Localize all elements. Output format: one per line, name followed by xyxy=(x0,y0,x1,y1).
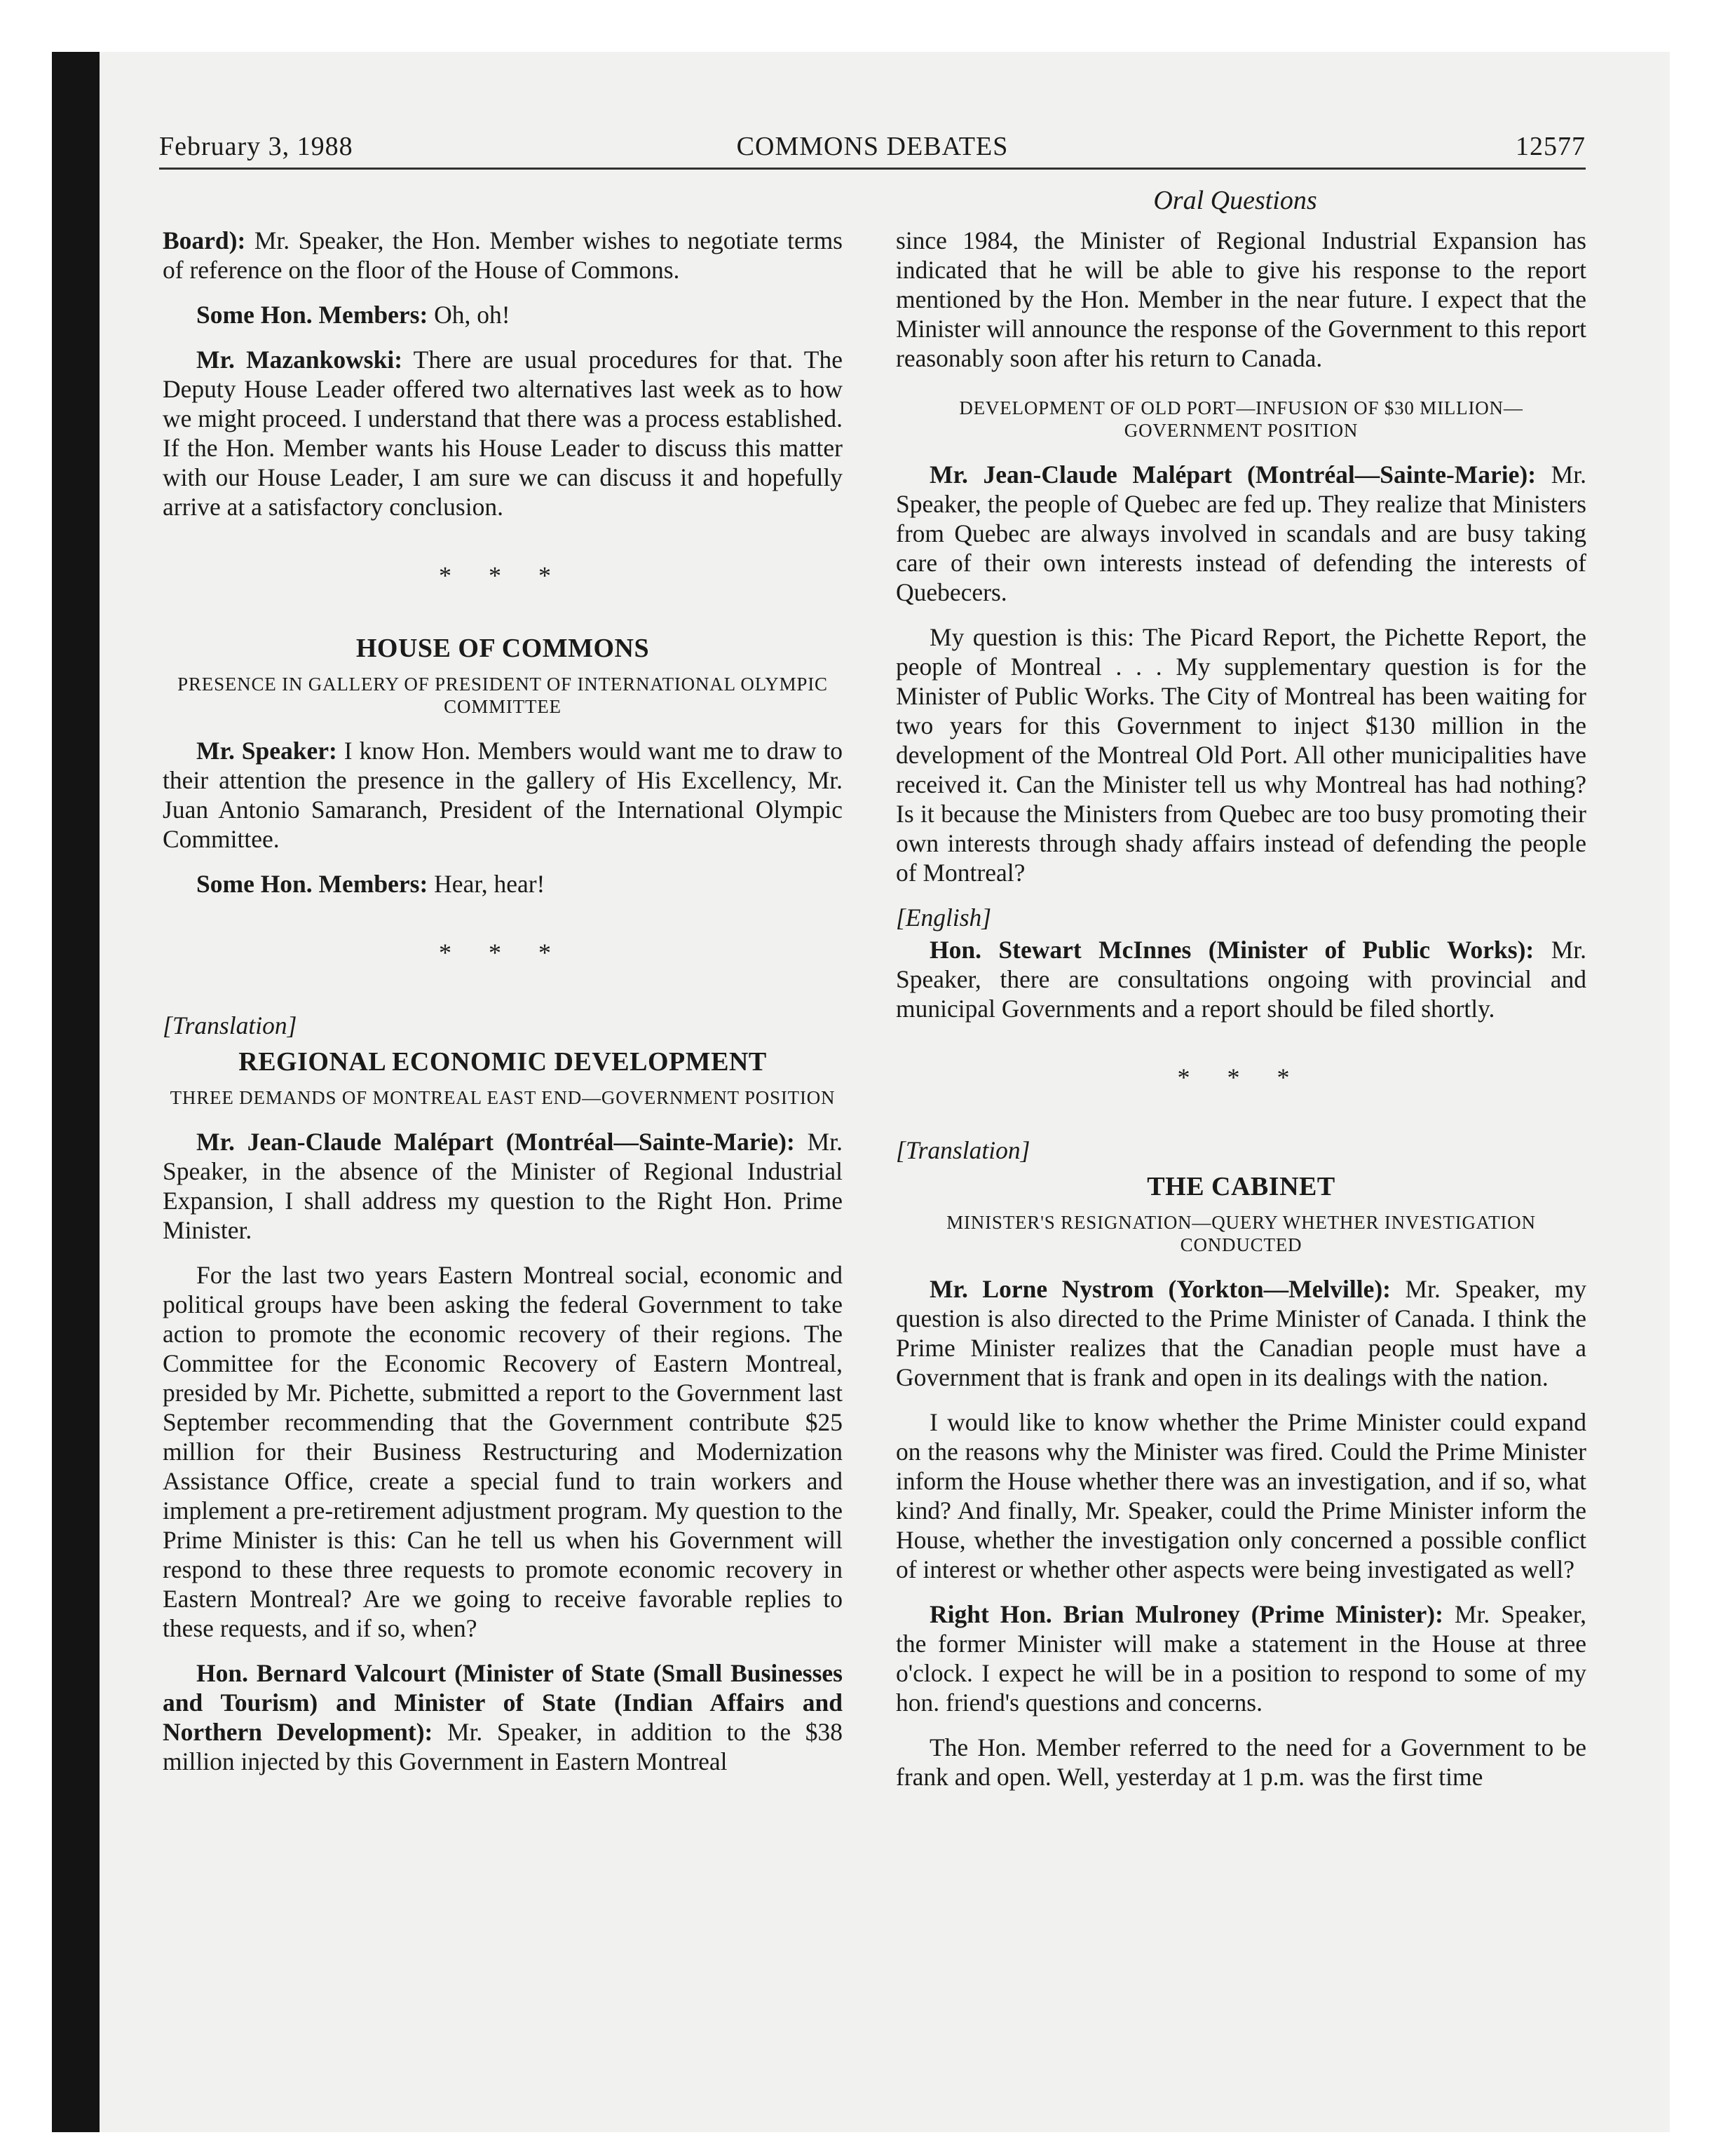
paragraph xyxy=(163,869,843,899)
section-heading: THE CABINET xyxy=(1147,1172,1335,1201)
section-divider: * * * xyxy=(439,939,566,967)
paragraph xyxy=(163,226,843,285)
speaker-name: Mr. Jean-Claude Malépart (Montréal—Sainte-Marie): xyxy=(196,1128,795,1156)
scan-edge xyxy=(52,52,100,2132)
speech-text: Mr. Speaker, there are consultations ongoing with provincial and municipal Governments and a report should be filed shortly. xyxy=(896,936,1587,1023)
speaker-name: Mr. Mazankowski: xyxy=(196,346,403,374)
language-marker: [Translation] xyxy=(896,1136,1030,1164)
paragraph: For the last two years Eastern Montreal social, economic and political groups have been asking the federal Government to take action to promote the economic recovery of their regions. The Committee for the Economic Recovery of Eastern Montreal, presided by Mr. Pichette, submitted a report to the Government last September recommending that the Government contribute $25 million for their Business Restructuring and Modernization Assistance Office, create a special fund to train workers and implement a pre-retirement adjustment program. My question to the Prime Minister is this: Can he tell us when his Government will respond to these three requests to promote economic recovery in Eastern Montreal? Are we going to receive favorable replies to these requests, and if so, when? xyxy=(163,1261,843,1642)
language-marker: [English] xyxy=(896,903,992,932)
section-divider: * * * xyxy=(439,561,566,589)
paragraph: since 1984, the Minister of Regional Industrial Expansion has indicated that he will be able to give his response to the report mentioned by the Hon. Member in the near future. I expect that the Minister will announce the response of the Government to this report reasonably soon after his return to Canada. xyxy=(896,226,1586,372)
speech-text: Mr. Speaker, in addition to the $38 million injected by this Government in Eastern Montreal xyxy=(163,1718,843,1775)
paragraph xyxy=(896,460,1586,607)
speech-text: Mr. Speaker, my question is also directed to the Prime Minister of Canada. I think the Prime Minister realizes that the Canadian people must have a Government that is frank and open in its dealings with the nation. xyxy=(896,1275,1586,1391)
section-divider: * * * xyxy=(1177,1063,1305,1091)
speech-text: I know Hon. Members would want me to draw to their attention the presence in the gallery of His Excellency, Mr. Juan Antonio Samaranch, President of the International Olympic Committee. xyxy=(163,737,843,853)
speaker-name: Mr. Speaker: xyxy=(196,737,337,765)
speech-text: Mr. Speaker, the Hon. Member wishes to negotiate terms of reference on the floor of the House of Commons. xyxy=(163,226,843,284)
speech-text: There are usual procedures for that. The Deputy House Leader offered two alternatives last week as to how we might proceed. I understand that there was a process established. If the Hon. Member wants his House Leader to discuss this matter with our House Leader, I am sure we can discuss it and hopefully arrive at a satisfactory conclusion. xyxy=(163,346,843,521)
section-heading: HOUSE OF COMMONS xyxy=(355,634,650,663)
section-subheading: PRESENCE IN GALLERY OF PRESIDENT OF INTERNATIONAL OLYMPIC COMMITTEE xyxy=(177,674,828,717)
paragraph xyxy=(896,935,1586,1023)
speaker-name: Some Hon. Members: xyxy=(196,301,428,329)
speech-text: Mr. Speaker, in the absence of the Minister of Regional Industrial Expansion, I shall address my question to the Right Hon. Prime Minister. xyxy=(163,1128,843,1244)
speaker-name: Hon. Bernard Valcourt (Minister of State (Small Businesses and Tourism) and Minister of State (Indian Affairs and Northern Development): xyxy=(163,1659,843,1746)
speech-text: Mr. Speaker, the people of Quebec are fed up. They realize that Ministers from Quebec are always involved in scandals and are busy taking care of their own interests instead of defending the interests of Quebecers. xyxy=(896,460,1586,606)
section-subheading: MINISTER'S RESIGNATION—QUERY WHETHER INVESTIGATION CONDUCTED xyxy=(946,1212,1536,1255)
right-column xyxy=(896,226,1586,1807)
language-marker: [Translation] xyxy=(163,1011,297,1039)
section-subheading: DEVELOPMENT OF OLD PORT—INFUSION OF $30 MILLION—GOVERNMENT POSITION xyxy=(959,397,1523,441)
paragraph xyxy=(163,300,843,329)
paragraph xyxy=(163,1658,843,1776)
paragraph xyxy=(896,1274,1586,1392)
paragraph: I would like to know whether the Prime Minister could expand on the reasons why the Minister was fired. Could the Prime Minister inform the House whether there was an investigation, and if so, what kind? And finally, Mr. Speaker, could the Prime Minister inform the House, whether the investigation only concerned a possible conflict of interest or whether other aspects were being investigated as well? xyxy=(896,1408,1586,1583)
speaker-name: Some Hon. Members: xyxy=(196,870,428,898)
speech-text: Mr. Speaker, the former Minister will make a statement in the House at three o'clock. I expect he will be in a position to respond to some of my hon. friend's questions and concerns. xyxy=(896,1600,1587,1717)
speaker-name: Mr. Lorne Nystrom (Yorkton—Melville): xyxy=(930,1275,1392,1303)
speaker-name: Hon. Stewart McInnes (Minister of Public Works): xyxy=(930,936,1535,964)
page-header xyxy=(159,130,1586,170)
paragraph xyxy=(163,1127,843,1245)
header-title: COMMONS DEBATES xyxy=(736,132,1009,161)
section-heading: REGIONAL ECONOMIC DEVELOPMENT xyxy=(238,1047,767,1077)
header-date: February 3, 1988 xyxy=(159,132,353,161)
speaker-name: Mr. Jean-Claude Malépart (Montréal—Sainte-Marie): xyxy=(930,460,1537,489)
paragraph: The Hon. Member referred to the need for a Government to be frank and open. Well, yesterday at 1 p.m. was the first time xyxy=(896,1733,1586,1791)
left-column xyxy=(163,226,843,1792)
speaker-name: Board): xyxy=(163,226,246,254)
section-subheading: THREE DEMANDS OF MONTREAL EAST END—GOVERNMENT POSITION xyxy=(170,1087,836,1108)
speech-text: Hear, hear! xyxy=(428,870,545,898)
speaker-name: Right Hon. Brian Mulroney (Prime Minister): xyxy=(930,1600,1443,1628)
paragraph: My question is this: The Picard Report, the Pichette Report, the people of Montreal . . . My supplementary question is for the Minister of Public Works. The City of Montreal has been waiting for two years for this Government to inject $130 million in the development of the Montreal Old Port. All other municipalities have received it. Can the Minister tell us why Montreal has had nothing? Is it because the Ministers from Quebec are too busy promoting their own interests through shady affairs instead of defending the people of Montreal? xyxy=(896,623,1586,887)
header-page-number: 12577 xyxy=(1516,132,1586,161)
paragraph xyxy=(163,345,843,521)
paragraph xyxy=(896,1599,1586,1717)
paragraph xyxy=(163,736,843,854)
section-label: Oral Questions xyxy=(1153,186,1317,215)
speech-text: Oh, oh! xyxy=(428,301,510,329)
